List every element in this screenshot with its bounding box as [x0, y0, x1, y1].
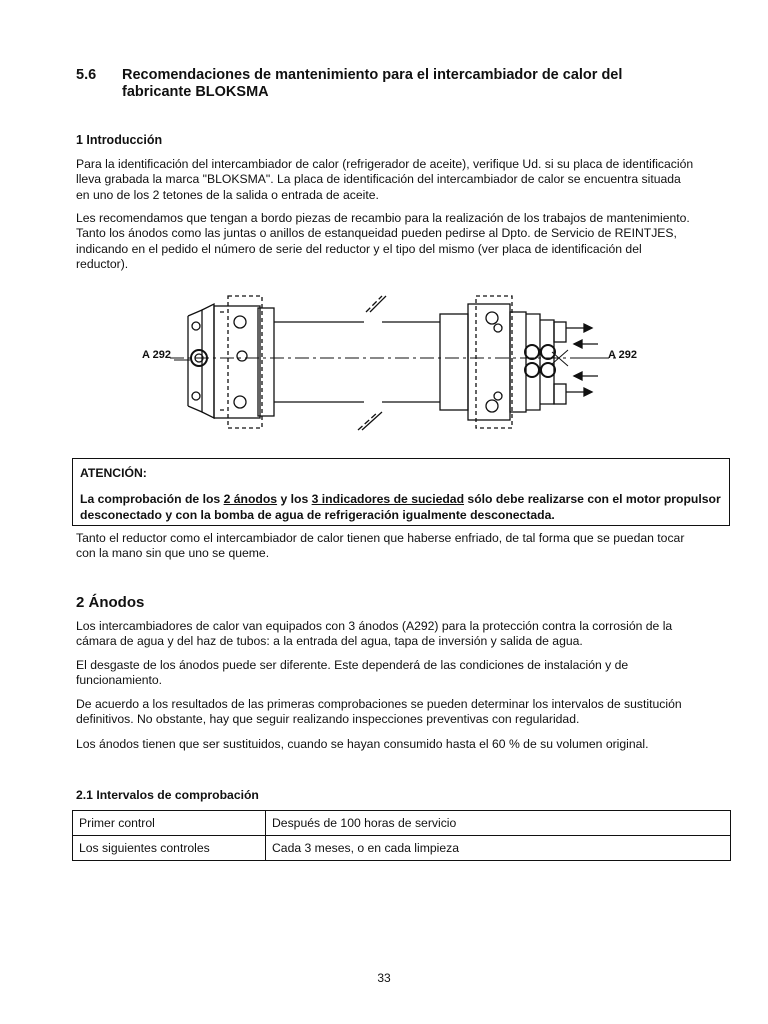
anodes-count-underlined: 2 ánodos [223, 492, 278, 506]
anodes-paragraph-2: El desgaste de los ánodos puede ser diferente. Este dependerá de las condiciones de instalación y de funcionamiento. [76, 658, 629, 688]
anodes-paragraph-1: Los intercambiadores de calor van equipados con 3 ánodos (A292) para la protección contra la corrosión de la cámara de agua y del haz de tubos: a la entrada del agua, tapa de inversión y salida de agua. [76, 619, 673, 649]
section-title: Recomendaciones de mantenimiento para el intercambiador de calor del fabricante BLOKSMA [122, 67, 623, 100]
right-indicator-3 [525, 363, 539, 377]
intro-paragraph-2: Les recomendamos que tengan a bordo piezas de recambio para la realización de los trabajos de mantenimiento. Tanto los ánodos como las juntas o anillos de estanqueidad pueden pedirse al Dpto. de Servicio de REINTJES, indicando en el pedido el número de serie del reductor y el tipo del mismo (ver placa de identificación del reductor). [76, 211, 690, 271]
shell-left [274, 322, 364, 402]
right-end-cap [526, 314, 540, 410]
heat-exchanger-diagram [130, 292, 650, 444]
anodes-paragraph-3: De acuerdo a los resultados de las primeras comprobaciones se pueden determinar los intervalos de sustitución definitivos. No obstante, hay que seguir realizando inspecciones preventivas con regularidad. [76, 697, 682, 727]
table-row [73, 836, 731, 861]
section-number: 5.6 [76, 67, 97, 83]
anodes-heading: 2 Ánodos [76, 594, 145, 611]
indicators-count-underlined: 3 indicadores de suciedad [311, 492, 465, 506]
attention-box [72, 458, 730, 526]
shell-right [382, 322, 440, 402]
attention-text-part: y los [277, 492, 312, 506]
attention-text [80, 491, 722, 523]
table-row [73, 811, 731, 836]
intro-paragraph-1: Para la identificación del intercambiador de calor (refrigerador de aceite), verifique Ud. si su placa de identificación lleva grabada la marca "BLOKSMA". La placa de identificación del intercambiador de calor se encuentra situada en uno de los 2 tetones de la salida o entrada de aceite. [76, 157, 694, 202]
attention-text-part: sólo debe realizarse con el motor propulsor desconectado y con la bomba de agua de refrigeración igualmente desconectada. [80, 492, 721, 522]
left-flange [214, 306, 260, 418]
right-anode-plug [541, 363, 555, 377]
attention-title: ATENCIÓN: [80, 466, 147, 480]
intervals-table [72, 810, 731, 861]
table-cell: Cada 3 meses, o en cada limpieza [266, 836, 731, 861]
label-a292-right: A 292 [608, 349, 637, 361]
right-flange [440, 314, 468, 410]
flow-arrows [566, 324, 598, 396]
table-cell: Primer control [73, 811, 266, 836]
table-cell: Después de 100 horas de servicio [266, 811, 731, 836]
attention-text-part: La comprobación de los [80, 492, 224, 506]
cooling-note: Tanto el reductor como el intercambiador de calor tienen que haberse enfriado, de tal forma que se puedan tocar con la mano sin que uno se queme. [76, 531, 685, 561]
anodes-paragraph-4: Los ánodos tienen que ser sustituidos, cuando se hayan consumido hasta el 60 % de su volumen original. [76, 737, 649, 751]
right-indicator-1 [525, 345, 539, 359]
right-indicator-2 [541, 345, 555, 359]
label-a292-left: A 292 [142, 349, 171, 361]
intervals-heading: 2.1 Intervalos de comprobación [76, 788, 259, 802]
table-cell: Los siguientes controles [73, 836, 266, 861]
page-number: 33 [377, 971, 391, 985]
intro-heading: 1 Introducción [76, 133, 163, 147]
